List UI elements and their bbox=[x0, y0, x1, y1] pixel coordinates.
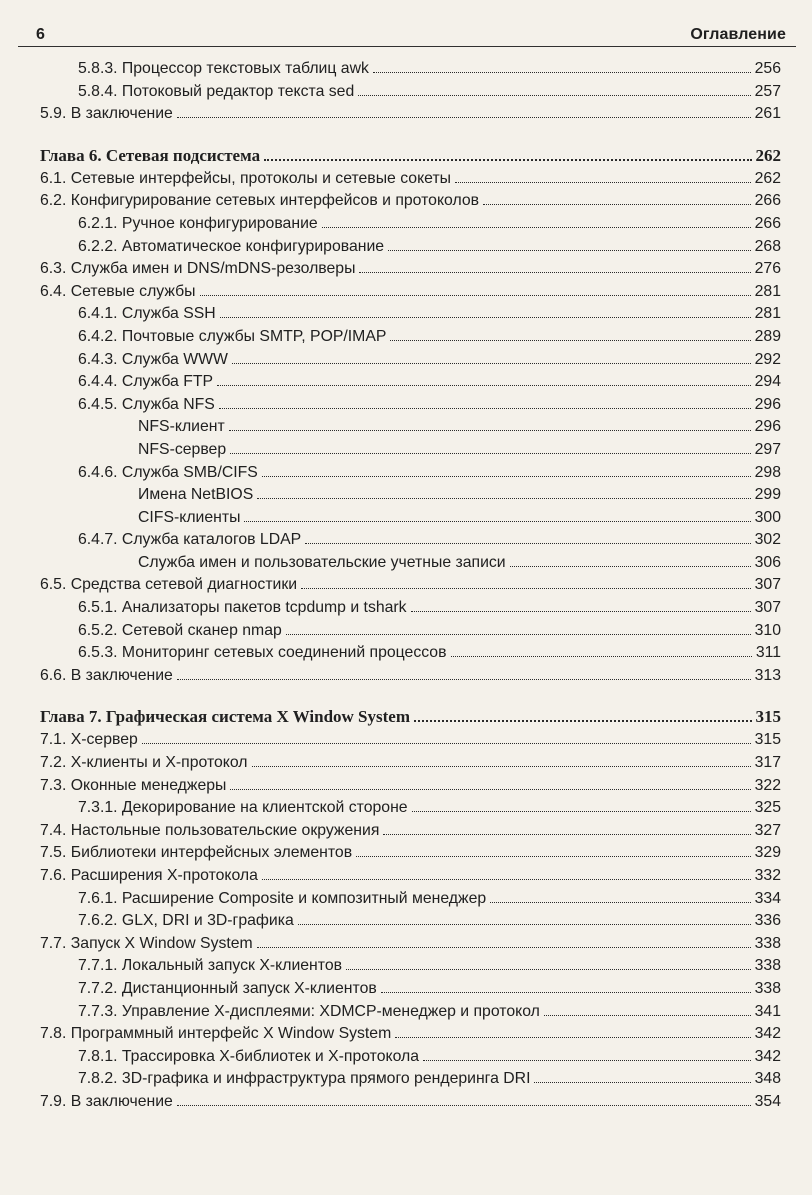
dot-leader bbox=[358, 95, 750, 96]
toc-entry-page: 338 bbox=[754, 957, 781, 975]
toc-block bbox=[40, 58, 781, 126]
toc-entry bbox=[40, 103, 781, 126]
dot-leader bbox=[229, 430, 751, 431]
toc-entry bbox=[40, 326, 781, 349]
toc-entry-label: Глава 6. Сетевая подсистема bbox=[40, 145, 261, 165]
toc-entry-label: 7.6.2. GLX, DRI и 3D-графика bbox=[78, 912, 294, 930]
toc-entry bbox=[40, 529, 781, 552]
toc-entry bbox=[40, 416, 781, 439]
toc-entry bbox=[40, 933, 781, 956]
dot-leader bbox=[455, 182, 751, 183]
toc-entry bbox=[40, 888, 781, 911]
toc-entry-page: 302 bbox=[754, 531, 781, 549]
toc-entry-page: 329 bbox=[754, 844, 781, 862]
dot-leader bbox=[262, 476, 751, 477]
toc-entry bbox=[40, 281, 781, 304]
dot-leader bbox=[219, 408, 751, 409]
toc-entry-page: 256 bbox=[754, 60, 781, 77]
toc-entry-label: Глава 7. Графическая система X Window System bbox=[40, 707, 410, 727]
toc-entry-label: 6.2.1. Ручное конфигурирование bbox=[78, 214, 318, 232]
toc-entry-page: 338 bbox=[754, 934, 781, 952]
dot-leader bbox=[534, 1082, 750, 1083]
toc-entry bbox=[40, 507, 781, 530]
toc-entry-label: 6.5.1. Анализаторы пакетов tcpdump и tshark bbox=[78, 599, 407, 617]
toc-entry-page: 317 bbox=[754, 754, 781, 772]
toc-entry bbox=[40, 1001, 781, 1024]
toc-entry bbox=[40, 597, 781, 620]
toc-entry bbox=[40, 775, 781, 798]
toc-entry-label: 7.1. Х-сервер bbox=[40, 731, 138, 749]
toc-entry-page: 300 bbox=[754, 508, 781, 526]
dot-leader bbox=[423, 1060, 751, 1061]
toc-entry-page: 297 bbox=[754, 440, 781, 458]
toc-entry-label: 6.5.2. Сетевой сканер nmap bbox=[78, 621, 282, 639]
toc-entry-label: 6.4.4. Служба FTP bbox=[78, 373, 214, 391]
toc-entry-label: CIFS-клиенты bbox=[138, 508, 241, 526]
toc-entry-page: 257 bbox=[754, 82, 781, 100]
toc-entry-label: 7.4. Настольные пользовательские окружения bbox=[40, 821, 380, 839]
toc-entry bbox=[40, 865, 781, 888]
toc-entry-page: 341 bbox=[754, 1002, 781, 1020]
dot-leader bbox=[451, 656, 752, 657]
toc-entry bbox=[40, 303, 781, 326]
toc-entry-page: 262 bbox=[755, 145, 781, 165]
toc-entry-label: 5.8.4. Потоковый редактор текста sed bbox=[78, 82, 355, 100]
toc-entry-page: 310 bbox=[754, 621, 781, 639]
dot-leader bbox=[305, 543, 750, 544]
dot-leader bbox=[252, 766, 751, 767]
toc-entry-page: 307 bbox=[754, 576, 781, 594]
dot-leader bbox=[217, 385, 751, 386]
running-header bbox=[18, 14, 796, 44]
dot-leader bbox=[177, 117, 751, 118]
header-rule bbox=[18, 46, 796, 47]
toc-entry-page: 315 bbox=[754, 731, 781, 749]
toc-entry-label: 7.8. Программный интерфейс X Window System bbox=[40, 1025, 392, 1043]
toc-entry bbox=[40, 978, 781, 1001]
toc-block bbox=[40, 144, 781, 688]
toc-entry bbox=[40, 58, 781, 81]
toc-entry-label: 7.6. Расширения Х-протокола bbox=[40, 867, 258, 884]
dot-leader bbox=[510, 566, 751, 567]
toc-entry-page: 281 bbox=[754, 282, 781, 300]
toc-entry bbox=[40, 620, 781, 643]
toc-entry-page: 338 bbox=[754, 979, 781, 997]
toc-entry bbox=[40, 729, 781, 752]
toc-entry bbox=[40, 462, 781, 485]
dot-leader bbox=[414, 720, 752, 722]
toc-entry-label: 6.5.3. Мониторинг сетевых соединений процессов bbox=[78, 644, 447, 662]
toc-entry-page: 281 bbox=[754, 305, 781, 323]
dot-leader bbox=[381, 992, 751, 993]
dot-leader bbox=[200, 295, 751, 296]
table-of-contents bbox=[40, 58, 781, 1132]
toc-entry bbox=[40, 797, 781, 820]
dot-leader bbox=[244, 521, 750, 522]
toc-entry-label: 6.4.6. Служба SMB/CIFS bbox=[78, 463, 258, 481]
toc-entry-page: 307 bbox=[754, 599, 781, 617]
toc-entry-page: 342 bbox=[754, 1025, 781, 1043]
dot-leader bbox=[412, 811, 751, 812]
dot-leader bbox=[346, 969, 751, 970]
dot-leader bbox=[544, 1015, 751, 1016]
toc-block bbox=[40, 705, 781, 1113]
toc-entry-page: 313 bbox=[754, 666, 781, 684]
toc-entry-label: 7.8.2. 3D-графика и инфраструктура прямого рендеринга DRI bbox=[78, 1070, 531, 1088]
toc-entry-label: 7.7.3. Управление Х-дисплеями: XDMCP-менеджер и протокол bbox=[78, 1002, 540, 1020]
dot-leader bbox=[490, 902, 750, 903]
toc-entry-label: 6.2. Конфигурирование сетевых интерфейсов и протоколов bbox=[40, 192, 480, 210]
toc-entry bbox=[40, 1046, 781, 1069]
toc-entry-page: 311 bbox=[755, 644, 781, 662]
toc-entry-label: 6.3. Служба имен и DNS/mDNS-резолверы bbox=[40, 260, 356, 278]
toc-entry-page: 315 bbox=[755, 707, 781, 727]
toc-entry-page: 354 bbox=[754, 1092, 781, 1110]
toc-entry-label: 6.5. Средства сетевой диагностики bbox=[40, 576, 298, 594]
toc-entry bbox=[40, 842, 781, 865]
toc-entry-label: Служба имен и пользовательские учетные записи bbox=[138, 553, 506, 571]
toc-entry-page: 262 bbox=[754, 169, 781, 187]
toc-chapter-entry bbox=[40, 144, 781, 168]
toc-entry-page: 336 bbox=[754, 912, 781, 930]
dot-leader bbox=[298, 924, 751, 925]
dot-leader bbox=[388, 250, 751, 251]
toc-entry bbox=[40, 439, 781, 462]
toc-entry-page: 306 bbox=[754, 553, 781, 571]
toc-entry-page: 292 bbox=[754, 350, 781, 368]
toc-entry bbox=[40, 258, 781, 281]
toc-entry-label: 5.9. В заключение bbox=[40, 105, 173, 123]
toc-entry-label: 7.9. В заключение bbox=[40, 1092, 173, 1110]
toc-entry bbox=[40, 236, 781, 259]
dot-leader bbox=[286, 634, 751, 635]
toc-entry-page: 342 bbox=[754, 1047, 781, 1065]
toc-entry-label: 7.7.1. Локальный запуск Х-клиентов bbox=[78, 957, 343, 975]
dot-leader bbox=[177, 1105, 751, 1106]
page-number: 6 bbox=[36, 26, 45, 43]
toc-entry-page: 299 bbox=[754, 486, 781, 504]
toc-entry-page: 332 bbox=[754, 867, 781, 884]
dot-leader bbox=[257, 498, 750, 499]
toc-entry-label: NFS-клиент bbox=[138, 418, 225, 436]
toc-entry bbox=[40, 168, 781, 191]
toc-entry bbox=[40, 642, 781, 665]
dot-leader bbox=[142, 743, 751, 744]
dot-leader bbox=[322, 227, 751, 228]
running-header-title: Оглавление bbox=[690, 26, 786, 43]
toc-entry-label: 7.5. Библиотеки интерфейсных элементов bbox=[40, 844, 353, 862]
toc-chapter-entry bbox=[40, 705, 781, 729]
toc-entry-label: 6.4.1. Служба SSH bbox=[78, 305, 216, 323]
toc-entry-page: 296 bbox=[754, 395, 781, 413]
dot-leader bbox=[220, 317, 751, 318]
toc-entry-label: 6.4.7. Служба каталогов LDAP bbox=[78, 531, 302, 549]
toc-entry-page: 325 bbox=[754, 799, 781, 817]
dot-leader bbox=[232, 363, 751, 364]
dot-leader bbox=[262, 879, 751, 880]
toc-entry-label: 6.4.2. Почтовые службы SMTP, POP/IMAP bbox=[78, 327, 387, 345]
dot-leader bbox=[356, 856, 751, 857]
toc-entry-label: 7.7.2. Дистанционный запуск Х-клиентов bbox=[78, 979, 377, 997]
toc-entry-label: 7.6.1. Расширение Composite и композитный менеджер bbox=[78, 889, 487, 907]
toc-entry-page: 268 bbox=[754, 237, 781, 255]
toc-entry bbox=[40, 213, 781, 236]
toc-entry-page: 296 bbox=[754, 418, 781, 436]
toc-entry-page: 261 bbox=[754, 105, 781, 123]
dot-leader bbox=[301, 588, 751, 589]
dot-leader bbox=[373, 72, 751, 73]
dot-leader bbox=[483, 204, 751, 205]
toc-entry-page: 266 bbox=[754, 192, 781, 210]
toc-entry-page: 289 bbox=[754, 327, 781, 345]
toc-entry-label: 6.4.5. Служба NFS bbox=[78, 395, 215, 413]
toc-entry-label: 6.6. В заключение bbox=[40, 666, 173, 684]
toc-entry-label: 7.3. Оконные менеджеры bbox=[40, 776, 227, 794]
toc-entry bbox=[40, 752, 781, 775]
toc-entry-label: Имена NetBIOS bbox=[138, 486, 254, 504]
toc-entry-label: 7.8.1. Трассировка Х-библиотек и Х-протокола bbox=[78, 1047, 420, 1065]
toc-entry bbox=[40, 190, 781, 213]
toc-entry bbox=[40, 1023, 781, 1046]
toc-entry-label: NFS-сервер bbox=[138, 440, 227, 458]
toc-entry bbox=[40, 484, 781, 507]
dot-leader bbox=[359, 272, 750, 273]
toc-entry-page: 294 bbox=[754, 373, 781, 391]
toc-entry bbox=[40, 955, 781, 978]
toc-entry-label: 6.4. Сетевые службы bbox=[40, 282, 196, 300]
dot-leader bbox=[411, 611, 751, 612]
toc-entry bbox=[40, 394, 781, 417]
toc-entry bbox=[40, 349, 781, 372]
toc-entry-label: 7.2. Х-клиенты и Х-протокол bbox=[40, 754, 248, 772]
toc-entry bbox=[40, 574, 781, 597]
toc-entry bbox=[40, 1068, 781, 1091]
toc-entry bbox=[40, 552, 781, 575]
toc-entry-label: 7.3.1. Декорирование на клиентской стороне bbox=[78, 799, 408, 817]
toc-entry-page: 334 bbox=[754, 889, 781, 907]
toc-entry-label: 5.8.3. Процессор текстовых таблиц awk bbox=[78, 60, 369, 77]
toc-entry bbox=[40, 371, 781, 394]
dot-leader bbox=[264, 159, 751, 161]
toc-entry-label: 6.1. Сетевые интерфейсы, протоколы и сетевые сокеты bbox=[40, 169, 452, 187]
toc-entry bbox=[40, 81, 781, 104]
toc-entry-label: 6.2.2. Автоматическое конфигурирование bbox=[78, 237, 385, 255]
dot-leader bbox=[383, 834, 750, 835]
dot-leader bbox=[230, 453, 751, 454]
dot-leader bbox=[257, 947, 751, 948]
toc-entry-page: 298 bbox=[754, 463, 781, 481]
toc-entry-page: 266 bbox=[754, 214, 781, 232]
dot-leader bbox=[230, 789, 750, 790]
toc-entry-page: 322 bbox=[754, 776, 781, 794]
toc-entry-page: 276 bbox=[754, 260, 781, 278]
toc-entry bbox=[40, 910, 781, 933]
toc-entry bbox=[40, 820, 781, 843]
dot-leader bbox=[177, 679, 751, 680]
toc-entry-label: 6.4.3. Служба WWW bbox=[78, 350, 228, 368]
dot-leader bbox=[395, 1037, 750, 1038]
toc-entry-label: 7.7. Запуск X Window System bbox=[40, 934, 253, 952]
toc-entry-page: 327 bbox=[754, 821, 781, 839]
toc-entry bbox=[40, 665, 781, 688]
dot-leader bbox=[390, 340, 750, 341]
toc-entry-page: 348 bbox=[754, 1070, 781, 1088]
toc-entry bbox=[40, 1091, 781, 1114]
